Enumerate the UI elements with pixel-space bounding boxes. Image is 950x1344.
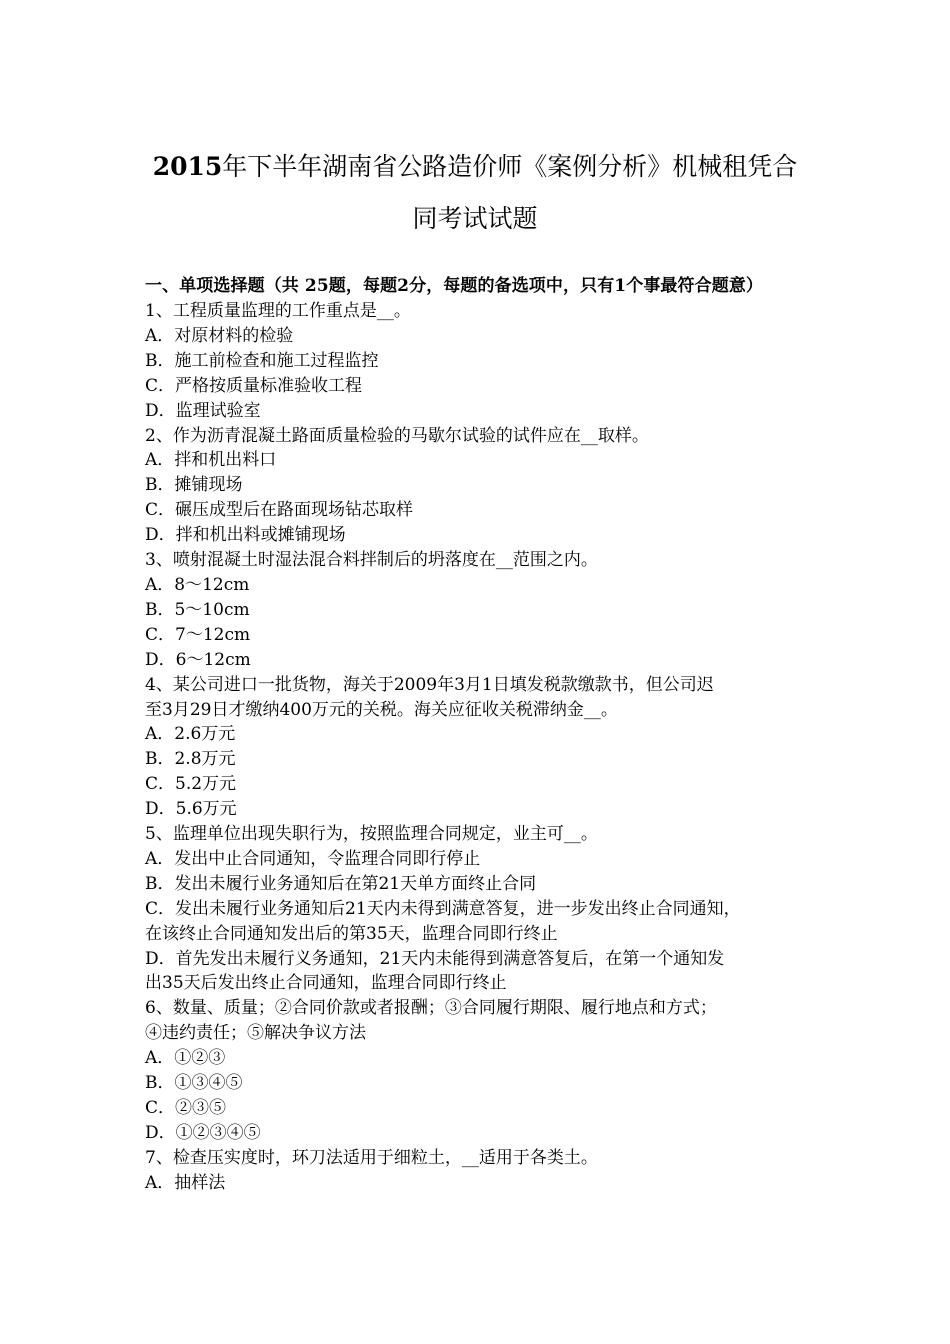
- question-stem: 3、喷射混凝土时湿法混合料拌制后的坍落度在__范围之内。: [145, 550, 598, 571]
- option-c: C．5.2万元: [145, 774, 237, 795]
- option-d-line-1: D．首先发出未履行义务通知，21天内未能得到满意答复后，在第一个通知发: [145, 948, 725, 969]
- document-body: [145, 274, 815, 1196]
- option-d: D．5.6万元: [145, 799, 237, 820]
- option-a: A．对原材料的检验: [145, 325, 294, 346]
- document-title-line-1: [120, 151, 830, 183]
- question-stem-line-1: 4、某公司进口一批货物，海关于2009年3月1日填发税款缴款书，但公司迟: [145, 674, 714, 695]
- question-1: [145, 299, 815, 424]
- option-d-line-2: 出35天后发出终止合同通知，监理合同即行终止: [145, 973, 507, 994]
- title-year: 2015: [152, 152, 223, 181]
- option-c-line-2: 在该终止合同通知发出后的第35天，监理合同即行终止: [145, 923, 558, 944]
- question-stem-line-2: ④违约责任；⑤解决争议方法: [145, 1023, 366, 1044]
- option-a: A．抽样法: [145, 1172, 226, 1193]
- section-heading: 一、单项选择题（共 25题，每题2分，每题的备选项中，只有1个事最符合题意）: [145, 276, 764, 296]
- document-title-line-2: 同考试试题: [412, 204, 538, 233]
- question-stem: 1、工程质量监理的工作重点是__。: [145, 301, 411, 321]
- option-c-line-1: C．发出未履行业务通知后21天内未得到满意答复，进一步发出终止合同通知，: [145, 898, 741, 919]
- option-b: B．施工前检查和施工过程监控: [145, 350, 379, 371]
- option-c: C．严格按质量标准验收工程: [145, 375, 363, 396]
- question-stem: 7、检查压实度时，环刀法适用于细粒土，__适用于各类土。: [145, 1147, 598, 1168]
- question-4: [145, 673, 815, 822]
- question-stem: 5、监理单位出现失职行为，按照监理合同规定，业主可__。: [145, 824, 598, 845]
- option-b: B．①③④⑤: [145, 1073, 243, 1094]
- option-b: B．2.8万元: [145, 749, 236, 770]
- option-a: A．①②③: [145, 1048, 226, 1069]
- option-a: A．2.6万元: [145, 724, 236, 745]
- option-a: A．8～12cm: [145, 574, 250, 595]
- title-line-1-text: 年下半年湖南省公路造价师《案例分析》机械租凭合: [222, 152, 798, 181]
- question-2: [145, 424, 815, 549]
- option-c: C．碾压成型后在路面现场钻芯取样: [145, 500, 414, 521]
- option-b: B．发出未履行业务通知后在第21天单方面终止合同: [145, 873, 537, 894]
- option-c: C．②③⑤: [145, 1098, 227, 1118]
- question-6: [145, 996, 815, 1145]
- option-a: A．发出中止合同通知，令监理合同即行停止: [145, 848, 481, 869]
- option-c: C．7～12cm: [145, 624, 251, 645]
- question-5: [145, 822, 815, 996]
- question-stem-line-1: 6、数量、质量；②合同价款或者报酬；③合同履行期限、履行地点和方式；: [145, 998, 717, 1019]
- option-d: D．拌和机出料或摊铺现场: [145, 525, 346, 546]
- option-a: A．拌和机出料口: [145, 450, 277, 471]
- question-3: [145, 548, 815, 673]
- option-d: D．①②③④⑤: [145, 1122, 261, 1143]
- option-b: B．摊铺现场: [145, 475, 243, 496]
- option-d: D．6～12cm: [145, 649, 251, 670]
- option-b: B．5～10cm: [145, 599, 250, 620]
- option-d: D．监理试验室: [145, 400, 261, 421]
- question-stem-line-2: 至3月29日才缴纳400万元的关税。海关应征收关税滞纳金__。: [145, 699, 618, 720]
- question-stem: 2、作为沥青混凝土路面质量检验的马歇尔试验的试件应在__取样。: [145, 425, 649, 446]
- question-7: [145, 1146, 815, 1196]
